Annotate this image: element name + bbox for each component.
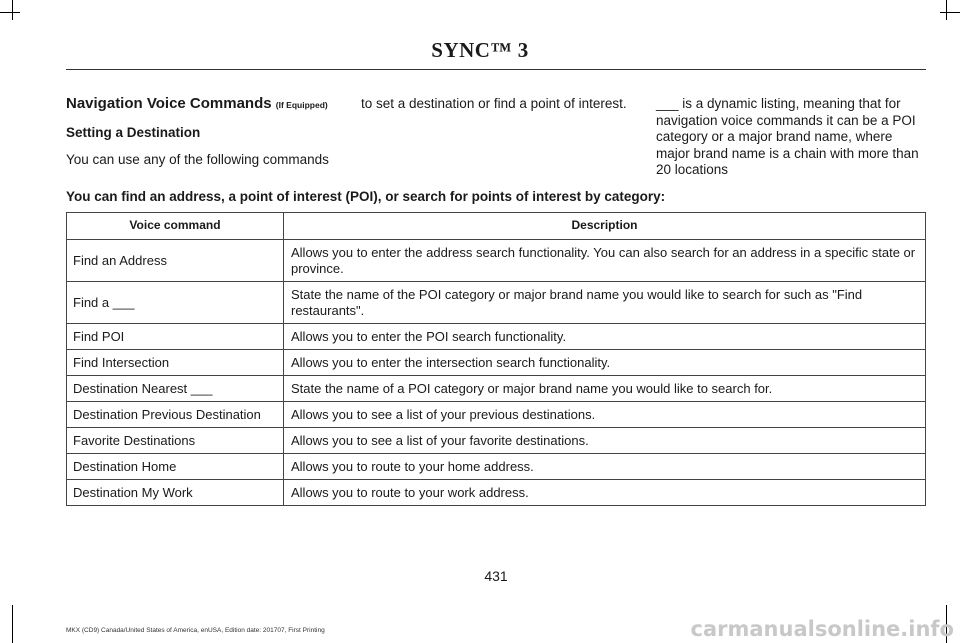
- crop-mark-top-right-v: [946, 0, 947, 20]
- description-cell: Allows you to enter the address search functionality. You can also search for an address in a specific state or province.: [284, 240, 926, 282]
- description-cell: Allows you to see a list of your previous destinations.: [284, 402, 926, 428]
- section-subtitle: Setting a Destination: [66, 124, 201, 140]
- column-header-voice-command: Voice command: [67, 213, 284, 240]
- crop-mark-top-left-h: [0, 12, 20, 13]
- column-3-text: ___ is a dynamic listing, meaning that for navigation voice commands it can be a POI category or a major brand name, where major brand name is a chain with more than 20 locations: [656, 96, 919, 177]
- command-cell: Find a ___: [67, 282, 284, 324]
- command-cell: Find an Address: [67, 240, 284, 282]
- table-header-row: [67, 213, 926, 240]
- column-header-description: Description: [284, 213, 926, 240]
- table-row: [67, 480, 926, 506]
- table-row: [67, 324, 926, 350]
- table-row: [67, 240, 926, 282]
- command-cell: Find Intersection: [67, 350, 284, 376]
- description-cell: State the name of the POI category or major brand name you would like to search for such as "Find restaurants".: [284, 282, 926, 324]
- table-row: [67, 282, 926, 324]
- description-cell: Allows you to see a list of your favorite destinations.: [284, 428, 926, 454]
- watermark-logo: carmanualsonline.info: [690, 617, 954, 641]
- table-row: [67, 454, 926, 480]
- description-cell: State the name of a POI category or major brand name you would like to search for.: [284, 376, 926, 402]
- description-cell: Allows you to route to your work address.: [284, 480, 926, 506]
- crop-mark-top-left-v: [12, 0, 13, 20]
- voice-commands-table: [66, 212, 926, 506]
- page-header-title: SYNC™ 3: [431, 38, 529, 62]
- command-cell: Destination Home: [67, 454, 284, 480]
- footer-edition-info: MKX (CD9) Canada/United States of America, enUSA, Edition date: 201707, First Printing: [66, 627, 325, 634]
- column-2: [361, 96, 643, 113]
- table-row: [67, 428, 926, 454]
- table-row: [67, 350, 926, 376]
- command-cell: Favorite Destinations: [67, 428, 284, 454]
- section-title: [66, 96, 346, 114]
- table-row: [67, 376, 926, 402]
- command-cell: Destination Previous Destination: [67, 402, 284, 428]
- section-title-suffix: (If Equipped): [275, 100, 328, 110]
- description-cell: Allows you to enter the POI search functionality.: [284, 324, 926, 350]
- command-cell: Destination Nearest ___: [67, 376, 284, 402]
- section-title-text: Navigation Voice Commands: [66, 95, 272, 112]
- description-cell: Allows you to route to your home address.: [284, 454, 926, 480]
- command-cell: Destination My Work: [67, 480, 284, 506]
- column-1-text: You can use any of the following commands: [66, 152, 329, 167]
- column-1: [66, 96, 346, 169]
- header-divider: [66, 69, 926, 70]
- page-number: 431: [484, 568, 508, 584]
- column-3: [656, 96, 928, 179]
- table-intro: You can find an address, a point of interest (POI), or search for points of interest by category:: [66, 189, 666, 204]
- table-row: [67, 402, 926, 428]
- command-cell: Find POI: [67, 324, 284, 350]
- crop-mark-bottom-left-v: [12, 605, 13, 643]
- description-cell: Allows you to enter the intersection search functionality.: [284, 350, 926, 376]
- column-2-text: to set a destination or find a point of interest.: [361, 96, 627, 111]
- crop-mark-top-right-h: [940, 12, 960, 13]
